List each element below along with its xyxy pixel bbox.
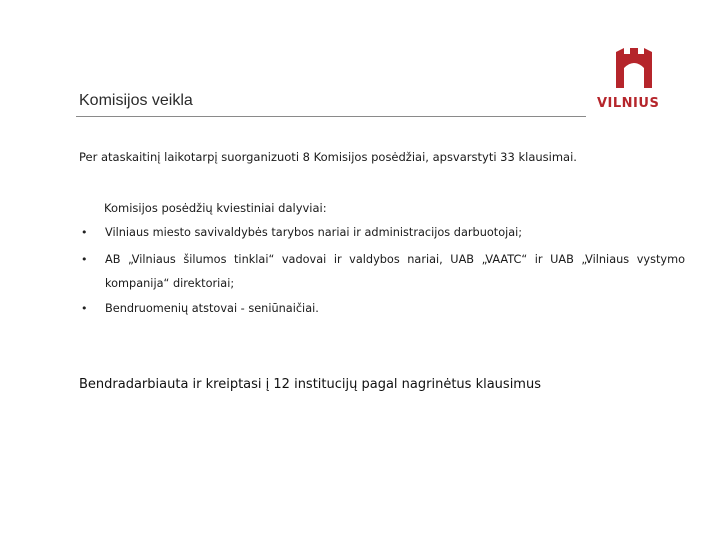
- cooperation-text: Bendradarbiauta ir kreiptasi į 12 institucijų pagal nagrinėtus klausimus: [79, 377, 541, 392]
- bullet-marker: •: [81, 302, 88, 315]
- list-item-continuation: kompanija“ direktoriai;: [105, 277, 235, 290]
- logo-wordmark: VILNIUS: [597, 96, 660, 111]
- page-title: Komisijos veikla: [79, 92, 193, 109]
- castle-tower-icon: [612, 44, 656, 90]
- list-item: Vilniaus miesto savivaldybės tarybos nariai ir administracijos darbuotojai;: [105, 226, 523, 239]
- bullet-marker: •: [81, 226, 88, 239]
- vilnius-logo: [594, 44, 674, 116]
- list-item: Bendruomenių atstovai - seniūnaičiai.: [105, 302, 319, 315]
- bullet-marker: •: [81, 253, 88, 266]
- summary-text: Per ataskaitinį laikotarpį suorganizuoti 8 Komisijos posėdžiai, apsvarstyti 33 klausimai.: [79, 150, 577, 164]
- list-item: AB „Vilniaus šilumos tinklai“ vadovai ir valdybos nariai, UAB „VAATC“ ir UAB „Vilniaus vystymo: [105, 253, 685, 266]
- title-divider: [76, 116, 586, 117]
- participants-heading: Komisijos posėdžių kviestiniai dalyviai:: [104, 201, 327, 215]
